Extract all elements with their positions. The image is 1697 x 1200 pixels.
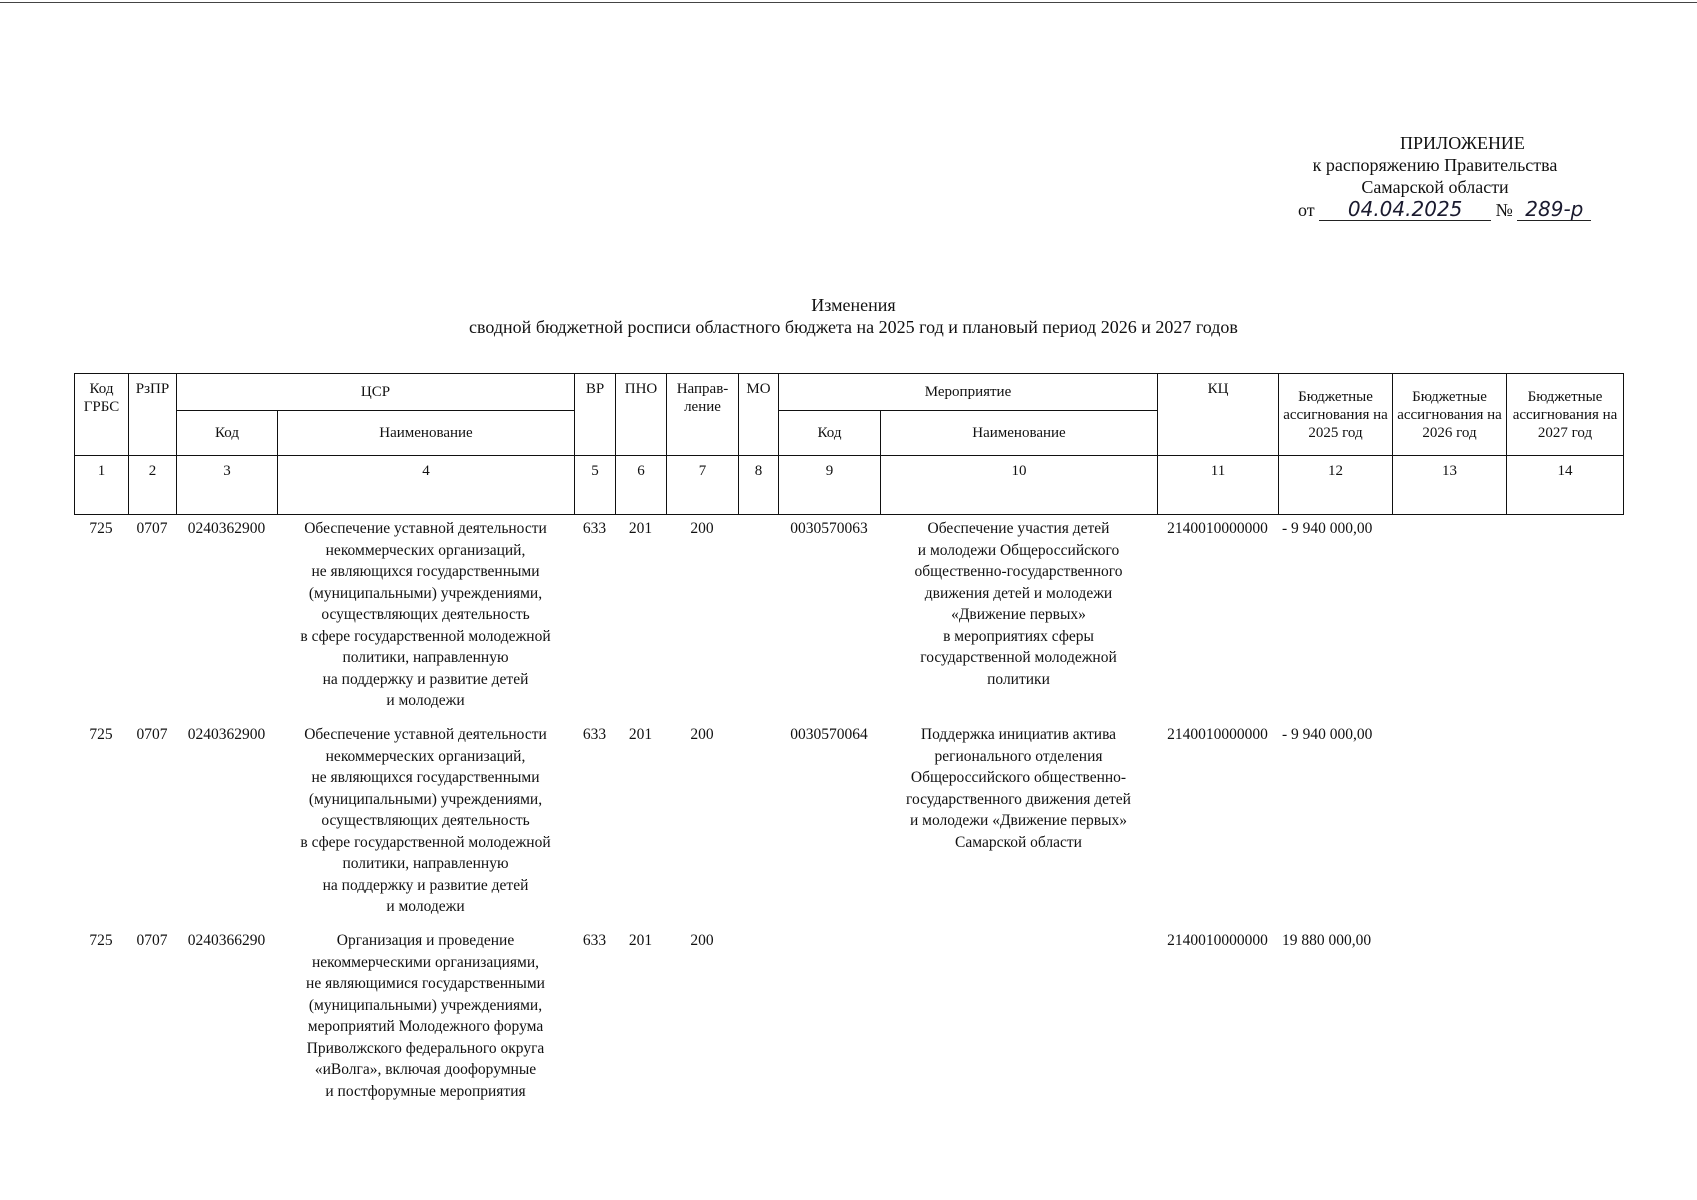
appendix-line-2: Самарской области <box>1361 177 1509 197</box>
colnum-2: 2 <box>129 456 177 515</box>
cell-pno: 201 <box>628 520 653 537</box>
cell-alloc-2027 <box>1506 930 1623 1102</box>
scan-top-border <box>0 2 1697 3</box>
document-title <box>300 294 1407 338</box>
header-rzpr: РзПР <box>129 374 177 456</box>
cell-grbs: 725 <box>89 932 113 949</box>
cell-csr-name: Обеспечение уставной деятельности некоммерческих организаций, не являющихся государственными (муниципальными) учреждениями, осуществляющих деятельность в сфере государственной молодежной политики, направленную на поддержку и развитие детей и молодежи <box>300 520 551 709</box>
cell-event-code: 0030570063 <box>790 520 868 537</box>
colnum-13: 13 <box>1393 456 1507 515</box>
budget-table-body <box>74 518 1623 1102</box>
header-csr-name: Наименование <box>278 411 575 456</box>
cell-alloc-2026 <box>1392 724 1506 930</box>
colnum-11: 11 <box>1158 456 1279 515</box>
document-title-line-1: Изменения <box>811 295 896 315</box>
header-event-name: Наименование <box>881 411 1158 456</box>
cell-csr-code: 0240362900 <box>187 520 266 537</box>
appendix-block <box>1270 132 1600 221</box>
cell-mo <box>738 518 778 724</box>
header-alloc-2027: Бюджетные ассигнования на 2027 год <box>1507 374 1624 456</box>
cell-event-name <box>880 930 1157 1102</box>
header-event-code: Код <box>779 411 881 456</box>
handwritten-date: 04.04.2025 <box>1319 198 1491 221</box>
cell-event-code: 0030570064 <box>790 726 868 743</box>
colnum-7: 7 <box>667 456 739 515</box>
handwritten-number: 289-р <box>1517 198 1591 221</box>
cell-event-name: Обеспечение участия детей и молодежи Общероссийского общественно-государственного движения детей и молодежи «Движение первых» в мероприятиях сферы государственной молодежной политики <box>914 520 1123 688</box>
cell-csr-name: Обеспечение уставной деятельности некоммерческих организаций, не являющихся государственными (муниципальными) учреждениями, осуществляющих деятельность в сфере государственной молодежной политики, направленную на поддержку и развитие детей и молодежи <box>300 726 551 915</box>
header-kc: КЦ <box>1158 374 1279 456</box>
cell-kc: 2140010000000 <box>1167 520 1268 537</box>
cell-grbs: 725 <box>89 520 113 537</box>
cell-alloc-2025: 19 880 000,00 <box>1282 932 1372 949</box>
table-row <box>74 724 1623 930</box>
cell-direction: 200 <box>690 520 714 537</box>
cell-alloc-2027 <box>1506 518 1623 724</box>
document-title-line-2: сводной бюджетной росписи областного бюджета на 2025 год и плановый период 2026 и 2027 годов <box>469 317 1238 337</box>
cell-kc: 2140010000000 <box>1167 726 1268 743</box>
cell-alloc-2025: - 9 940 000,00 <box>1282 520 1373 537</box>
cell-event-name: Поддержка инициатив актива регионального отделения Общероссийского общественно- государственного движения детей и молодежи «Движение первых» Самарской области <box>906 726 1131 851</box>
colnum-4: 4 <box>278 456 575 515</box>
header-pno: ПНО <box>616 374 667 456</box>
cell-rzpr: 0707 <box>136 932 168 949</box>
colnum-8: 8 <box>739 456 779 515</box>
cell-vr: 633 <box>582 726 607 743</box>
header-mo: МО <box>739 374 779 456</box>
header-alloc-2026: Бюджетные ассигнования на 2026 год <box>1393 374 1507 456</box>
colnum-12: 12 <box>1279 456 1393 515</box>
colnum-10: 10 <box>881 456 1158 515</box>
cell-vr: 633 <box>582 932 607 949</box>
header-event: Мероприятие <box>779 374 1158 411</box>
budget-table-header <box>74 373 1624 515</box>
cell-direction: 200 <box>690 726 714 743</box>
cell-pno: 201 <box>628 726 653 743</box>
colnum-14: 14 <box>1507 456 1624 515</box>
cell-event-code <box>778 930 880 1102</box>
cell-alloc-2026 <box>1392 930 1506 1102</box>
colnum-6: 6 <box>616 456 667 515</box>
colnum-3: 3 <box>177 456 278 515</box>
number-label: № <box>1495 200 1513 220</box>
header-csr: ЦСР <box>177 374 575 411</box>
cell-mo <box>738 724 778 930</box>
cell-csr-code: 0240362900 <box>187 726 266 743</box>
header-csr-code: Код <box>177 411 278 456</box>
cell-csr-code: 0240366290 <box>187 932 266 949</box>
cell-direction: 200 <box>690 932 714 949</box>
header-alloc-2025: Бюджетные ассигнования на 2025 год <box>1279 374 1393 456</box>
cell-alloc-2025: - 9 940 000,00 <box>1282 726 1373 743</box>
cell-mo <box>738 930 778 1102</box>
cell-vr: 633 <box>582 520 607 537</box>
from-label: от <box>1298 200 1315 220</box>
cell-csr-name: Организация и проведение некоммерческими организациями, не являющимися государственными (муниципальными) учреждениями, мероприятий Молодежного форума Приволжского федерального округа «иВолга», включая доофорумные и постфорумные мероприятия <box>306 932 545 1100</box>
cell-pno: 201 <box>628 932 653 949</box>
cell-kc: 2140010000000 <box>1167 932 1268 949</box>
header-grbs: Код ГРБС <box>75 374 129 456</box>
appendix-date-line <box>1270 198 1600 221</box>
cell-alloc-2027 <box>1506 724 1623 930</box>
cell-grbs: 725 <box>89 726 113 743</box>
header-vr: ВР <box>575 374 616 456</box>
table-row <box>74 518 1623 724</box>
appendix-line-1: к распоряжению Правительства <box>1312 155 1558 175</box>
colnum-1: 1 <box>75 456 129 515</box>
colnum-9: 9 <box>779 456 881 515</box>
colnum-5: 5 <box>575 456 616 515</box>
header-direction: Направ-ление <box>667 374 739 456</box>
cell-alloc-2026 <box>1392 518 1506 724</box>
appendix-title: ПРИЛОЖЕНИЕ <box>1400 133 1525 153</box>
cell-rzpr: 0707 <box>136 520 168 537</box>
table-row <box>74 930 1623 1102</box>
cell-rzpr: 0707 <box>136 726 168 743</box>
